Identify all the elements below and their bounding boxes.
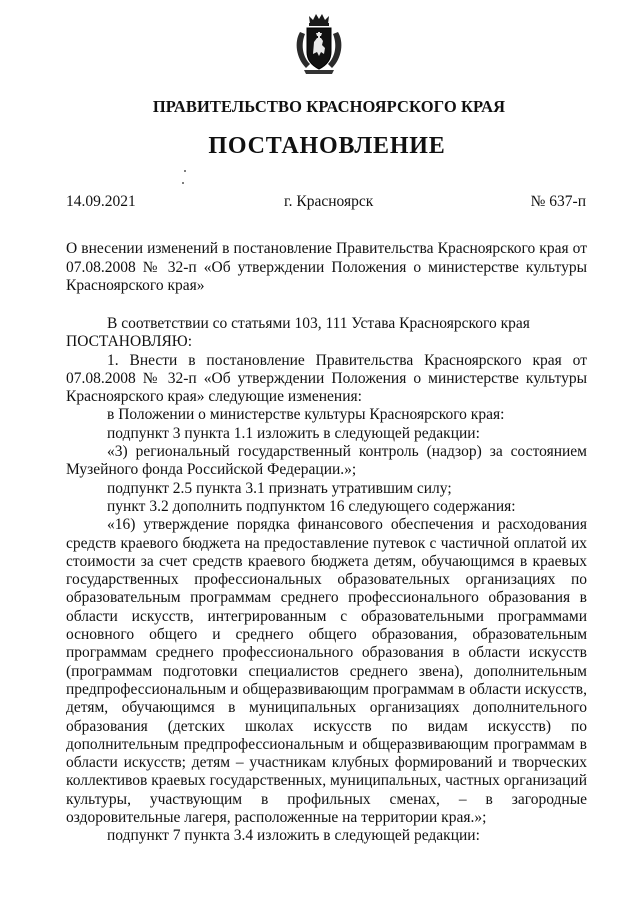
paragraph-subitem-7: подпункт 7 пункта 3.4 изложить в следующей редакции: — [107, 827, 480, 845]
paragraph-subitem-3: подпункт 3 пункта 1.1 изложить в следующей редакции: — [107, 424, 480, 442]
paragraph-item-3-2: пункт 3.2 дополнить подпунктом 16 следующего содержания: — [107, 497, 516, 515]
government-title: ПРАВИТЕЛЬСТВО КРАСНОЯРСКОГО КРАЯ — [152, 97, 506, 116]
document-number: № 637-п — [530, 193, 586, 210]
paragraph-subitem-2-5: подпункт 2.5 пункта 3.1 признать утратившим силу; — [107, 479, 452, 497]
paragraph-regulation: в Положении о министерстве культуры Красноярского края: — [107, 406, 505, 424]
paragraph-subitem-16-text: «16) утверждение порядка финансового обеспечения и расходования средств краевого бюджета на предоставление путевок с частичной оплатой их стоимости за счет средств краевого бюджета детям, обучающимся в краевых государственных профессиональных образовательных организациях по образовательным программам среднего профессионального образования в области искусств, интегрированным с образовательными программами основного общего и среднего общего образования, образовательным программам среднего профессионального образования в области искусств (программам подготовки специалистов среднего звена), дополнительным предпрофессиональным и общеразвивающим программам в области искусств, детям, обучающимся в муниципальных организациях дополнительного образования (детских школах искусств по видам искусств) по дополнительным предпрофессиональным и общеразвивающим программам в области искусств; детям – участникам клубных формирований и творческих коллективов краевых государственных, муниципальных, частных организаций культуры, участвующим в профильных сменах, – в загородные оздоровительные лагеря, расположенные на территории края.»; — [66, 516, 587, 827]
document-body — [66, 315, 587, 846]
document-meta-row — [66, 193, 586, 213]
paragraph-basis: В соответствии со статьями 103, 111 Устава Красноярского края — [107, 315, 530, 332]
paragraph-resolve: ПОСТАНОВЛЯЮ: — [66, 333, 193, 351]
paragraph-subitem-3-text: «3) региональный государственный контроль (надзор) за состоянием Музейного фонда Российской Федерации.»; — [66, 443, 587, 479]
document-subject: О внесении изменений в постановление Правительства Красноярского края от 07.08.2008 № 32-п «Об утверждении Положения о министерстве культуры Красноярского края» — [66, 240, 587, 294]
scan-speck — [182, 182, 184, 184]
coat-of-arms-icon — [292, 12, 346, 76]
document-city: г. Красноярск — [284, 193, 374, 210]
document-date: 14.09.2021 — [66, 193, 136, 210]
scan-speck — [184, 170, 186, 172]
paragraph-item-1: 1. Внести в постановление Правительства Красноярского края от 07.08.2008 № 32-п «Об утверждении Положения о министерстве культуры Красноярского края» следующие изменения: — [66, 351, 587, 406]
document-type-title: ПОСТАНОВЛЕНИЕ — [208, 133, 446, 159]
